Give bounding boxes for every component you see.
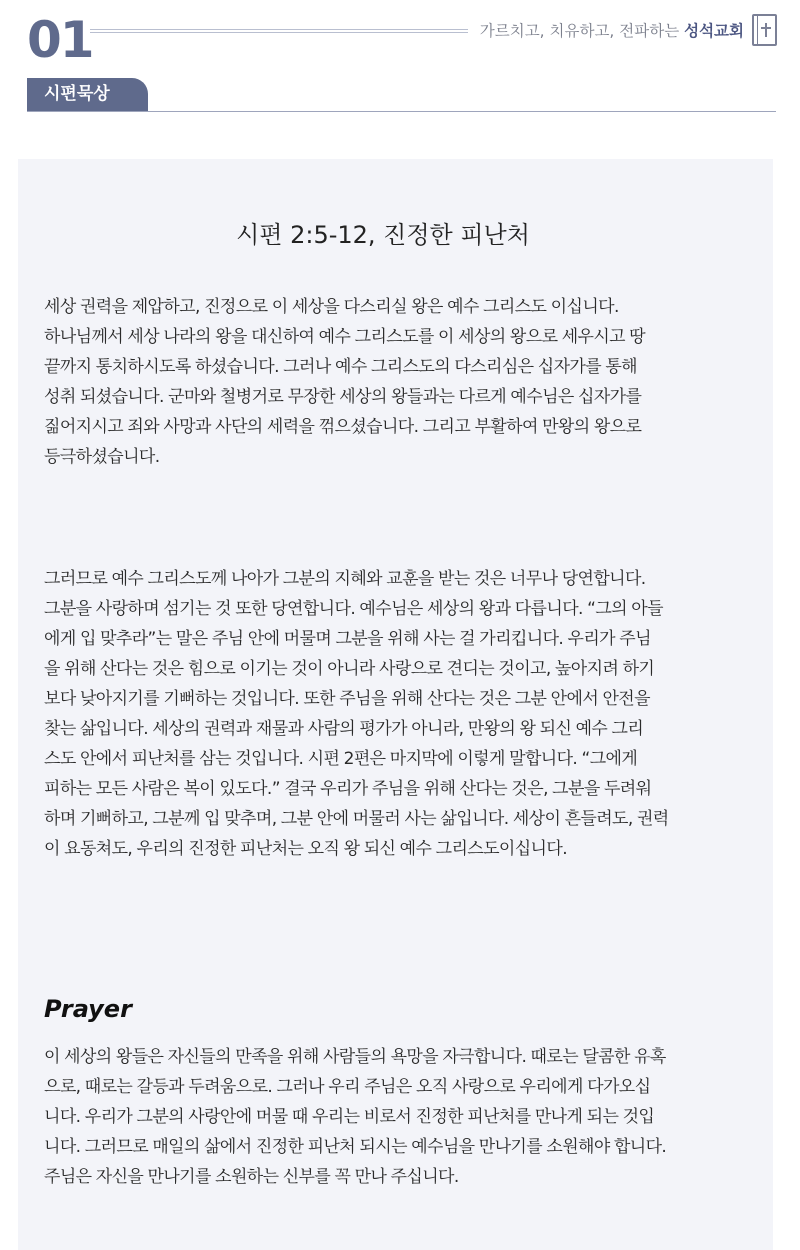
page-header (0, 0, 800, 120)
tagline-text: 가르치고, 치유하고, 전파하는 (479, 22, 685, 40)
text-line: 성취 되셨습니다. 군마와 철병거로 무장한 세상의 왕들과는 다르게 예수님은 십자가를 (44, 387, 642, 407)
text-line: 니다. 그러므로 매일의 삶에서 진정한 피난처 되시는 예수님을 만나기를 소원해야 합니다. (44, 1137, 667, 1157)
section-tab-label: 시편묵상 (27, 78, 148, 111)
text-line: 하며 기뻐하고, 그분께 입 맞추며, 그분 안에 머물러 사는 삶입니다. 세상이 흔들려도, 권력 (44, 809, 669, 829)
text-line: 이 요동쳐도, 우리의 진정한 피난처는 오직 왕 되신 예수 그리스도이십니다. (44, 839, 568, 859)
prayer-heading: Prayer (44, 995, 132, 1023)
church-name: 성석교회 (684, 22, 744, 40)
text-line: 피하는 모든 사람은 복이 있도다.” 결국 우리가 주님을 위해 산다는 것은, 그분을 두려워 (44, 779, 652, 799)
text-line: 이 세상의 왕들은 자신들의 만족을 위해 사람들의 욕망을 자극합니다. 때로는 달콤한 유혹 (44, 1047, 666, 1067)
paragraph-2 (44, 564, 766, 864)
text-line: 을 위해 산다는 것은 힘으로 이기는 것이 아니라 사랑으로 견디는 것이고, 높아지려 하기 (44, 659, 655, 679)
church-tagline (480, 20, 744, 42)
text-line: 그러므로 예수 그리스도께 나아가 그분의 지혜와 교훈을 받는 것은 너무나 당연합니다. (44, 569, 646, 589)
text-line: 스도 안에서 피난처를 삼는 것입니다. 시편 2편은 마지막에 이렇게 말합니다. “그에게 (44, 749, 638, 769)
paragraph-1 (44, 292, 766, 472)
text-line: 니다. 우리가 그분의 사랑안에 머물 때 우리는 비로서 진정한 피난처를 만나게 되는 것입 (44, 1107, 655, 1127)
text-line: 세상 권력을 제압하고, 진정으로 이 세상을 다스리실 왕은 예수 그리스도 이십니다. (44, 297, 619, 317)
text-line: 보다 낮아지기를 기뻐하는 것입니다. 또한 주님을 위해 산다는 것은 그분 안에서 안전을 (44, 689, 650, 709)
text-line: 주님은 자신을 만나기를 소원하는 신부를 꼭 만나 주십니다. (44, 1167, 459, 1187)
bible-book-icon (752, 14, 777, 46)
section-number: 01 (27, 11, 93, 69)
text-line: 으로, 때로는 갈등과 두려움으로. 그러나 우리 주님은 오직 사랑으로 우리에게 다가오십 (44, 1077, 651, 1097)
text-line: 그분을 사랑하며 섬기는 것 또한 당연합니다. 예수님은 세상의 왕과 다릅니다. “그의 아들 (44, 599, 663, 619)
text-line: 찾는 삶입니다. 세상의 권력과 재물과 사람의 평가가 아니라, 만왕의 왕 되신 예수 그리 (44, 719, 644, 739)
text-line: 에게 입 맞추라”는 말은 주님 안에 머물며 그분을 위해 사는 걸 가리킵니다. 우리가 주님 (44, 629, 651, 649)
text-line: 하나님께서 세상 나라의 왕을 대신하여 예수 그리스도를 이 세상의 왕으로 세우시고 땅 (44, 327, 646, 347)
prayer-paragraph (44, 1042, 766, 1192)
text-line: 끝까지 통치하시도록 하셨습니다. 그러나 예수 그리스도의 다스리심은 십자가를 통해 (44, 357, 638, 377)
tab-underline (27, 111, 776, 112)
header-divider (90, 29, 468, 33)
article-title: 시편 2:5-12, 진정한 피난처 (236, 221, 530, 249)
text-line: 짊어지시고 죄와 사망과 사단의 세력을 꺾으셨습니다. 그리고 부활하여 만왕의 왕으로 (44, 417, 642, 437)
text-line: 등극하셨습니다. (44, 447, 160, 467)
